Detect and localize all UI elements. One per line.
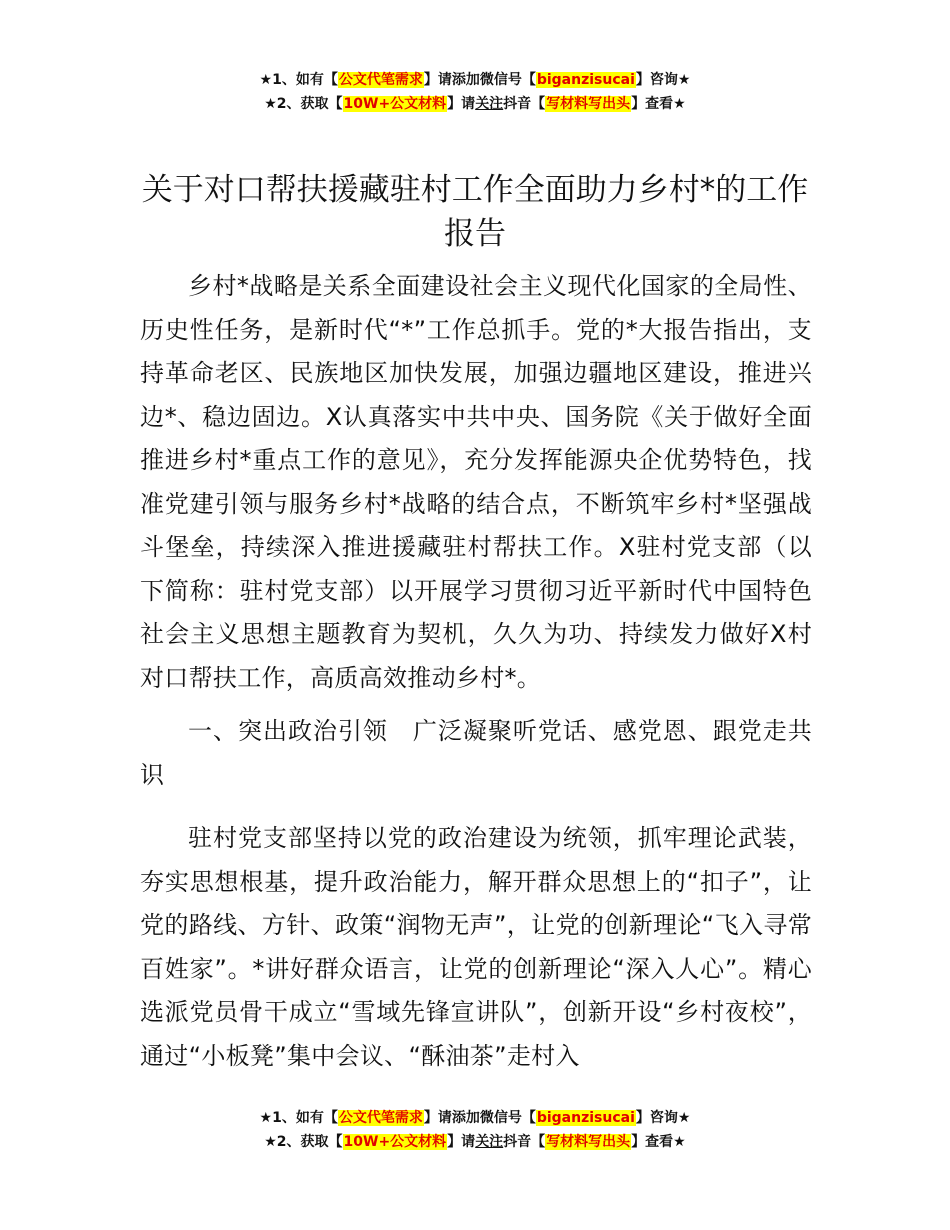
promo-text: 】查看★ [631, 96, 686, 112]
promo-highlight: 公文代笔需求 [338, 1110, 423, 1126]
promo-underline: 关注 [475, 96, 504, 112]
promo-underline: 关注 [475, 1134, 504, 1150]
promo-text: 】查看★ [631, 1134, 686, 1150]
promo-line-2 [0, 1130, 950, 1154]
promo-text: 】咨询★ [635, 1110, 691, 1126]
promo-text: 】请 [447, 1134, 476, 1150]
promo-line-2 [0, 92, 950, 116]
promo-line-1 [0, 68, 950, 92]
promo-text: 抖音【 [503, 96, 546, 112]
promo-line-1 [0, 1106, 950, 1130]
wechat-id-highlight: biganzisucai [536, 72, 635, 88]
promo-text: ★2、获取【 [264, 96, 343, 112]
promo-text: ★1、如有【 [259, 1110, 338, 1126]
body-paragraph: 乡村*战略是关系全面建设社会主义现代化国家的全局性、历史性任务，是新时代“*”工作总抓手。党的*大报告指出，支持革命老区、民族地区加快发展，加强边疆地区建设，推进兴边*、稳边固边。X认真落实中共中央、国务院《关于做好全面推进乡村*重点工作的意见》，充分发挥能源央企优势特色，找准党建引领与服务乡村*战略的结合点，不断筑牢乡村*坚强战斗堡垒，持续深入推进援藏驻村帮扶工作。X驻村党支部（以下简称：驻村党支部）以开展学习贯彻习近平新时代中国特色社会主义思想主题教育为契机，久久为功、持续发力做好X村对口帮扶工作，高质高效推动乡村*。 [140, 272, 812, 692]
promo-highlight: 10W+公文材料 [343, 1134, 447, 1150]
douyin-id-highlight: 写材料写出头 [546, 96, 631, 112]
footer-promo-banner [0, 1106, 950, 1154]
promo-highlight: 公文代笔需求 [338, 72, 423, 88]
header-promo-banner [0, 68, 950, 116]
promo-text: ★1、如有【 [259, 72, 338, 88]
douyin-id-highlight: 写材料写出头 [546, 1134, 631, 1150]
wechat-id-highlight: biganzisucai [536, 1110, 635, 1126]
document-title: 关于对口帮扶援藏驻村工作全面助力乡村*的工作报告 [141, 172, 809, 252]
promo-text: ★2、获取【 [264, 1134, 343, 1150]
promo-text: 】咨询★ [635, 72, 691, 88]
promo-highlight: 10W+公文材料 [343, 96, 447, 112]
promo-text: 抖音【 [503, 1134, 546, 1150]
promo-text: 】请 [447, 96, 476, 112]
section-heading: 一、突出政治引领 广泛凝聚听党话、感党恩、跟党走共识 [140, 717, 812, 789]
promo-text: 】请添加微信号【 [423, 1110, 536, 1126]
document-body [140, 265, 812, 1078]
body-paragraph: 驻村党支部坚持以党的政治建设为统领，抓牢理论武装，夯实思想根基，提升政治能力，解开群众思想上的“扣子”，让党的路线、方针、政策“润物无声”，让党的创新理论“飞入寻常百姓家”。*讲好群众语言，让党的创新理论“深入人心”。精心选派党员骨干成立“雪域先锋宣讲队”，创新开设“乡村夜校”，通过“小板凳”集中会议、“酥油茶”走村入 [140, 824, 812, 1070]
promo-text: 】请添加微信号【 [423, 72, 536, 88]
